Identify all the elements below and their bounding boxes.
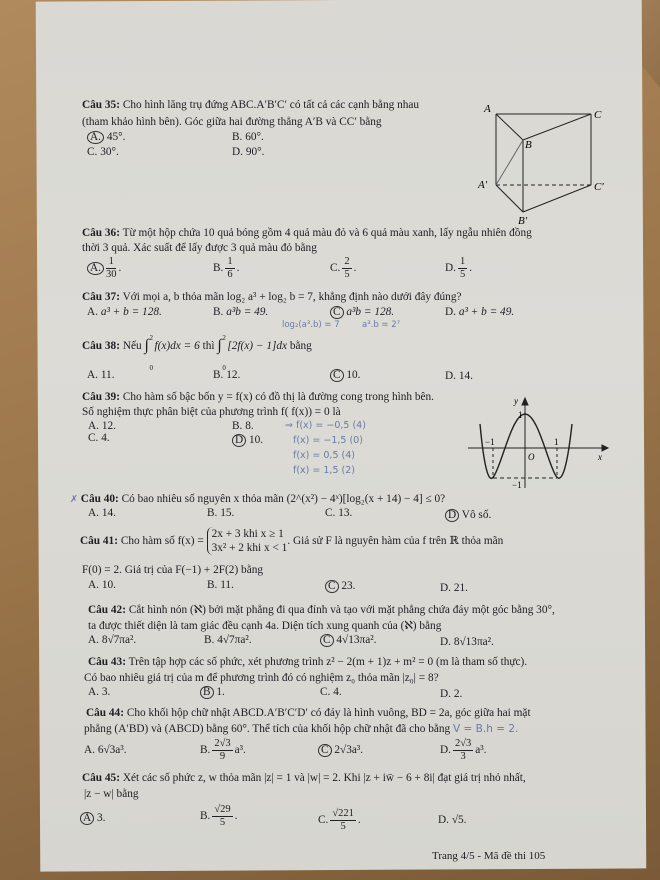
numerator: 1 <box>106 256 117 269</box>
option-value: 2. <box>453 688 463 700</box>
q37-option-c[interactable] <box>330 306 394 319</box>
upper-limit: 2 <box>222 334 226 343</box>
denominator: 3 <box>460 751 466 762</box>
option-value: 15. <box>220 507 235 519</box>
integral-1-expr: f(x)dx = 6 <box>154 340 200 352</box>
q42-option-d[interactable] <box>440 636 494 648</box>
option-label: D. <box>440 688 451 700</box>
case-1: 2x + 3 khi x ≥ 1 <box>211 528 284 541</box>
q41-pre: Cho hàm số f(x) = <box>120 535 204 547</box>
q44-label: Câu 44: <box>86 707 124 719</box>
q38-post: bằng <box>289 340 312 352</box>
option-value: 8. <box>245 420 254 432</box>
q42-text: Cắt hình nón (ℵ) bởi mặt phẳng đi qua đỉnh và tạo với mặt phẳng chứa đáy một góc bằng 30°, <box>128 604 555 616</box>
option-label: B. <box>213 369 224 381</box>
q45-line1 <box>82 771 526 785</box>
q35-option-d[interactable] <box>232 146 264 158</box>
q38-label: Câu 38: <box>82 340 120 352</box>
option-label: C <box>330 306 344 319</box>
option-value: 11. <box>100 369 115 381</box>
label-a1: A′ <box>478 179 488 191</box>
numerator: 2 <box>344 256 350 267</box>
option-label: B. <box>200 810 211 823</box>
q38-option-a[interactable] <box>87 369 115 381</box>
q35-text: Cho hình lăng trụ đứng ABC.A′B′C′ có tất cả các cạnh bằng nhau <box>122 99 420 111</box>
option-value: a³b = 128. <box>346 306 395 318</box>
denominator: 5 <box>340 821 346 832</box>
option-label: B. <box>204 634 215 646</box>
option-label: B. <box>232 131 243 143</box>
denominator: 9 <box>219 751 226 762</box>
option-label: D. <box>445 306 456 318</box>
fraction <box>212 738 232 763</box>
option-label: C <box>330 369 344 382</box>
q45-option-b[interactable]: B. $\frac{√29}{5}$ . <box>200 804 238 828</box>
denominator: 5 <box>459 269 466 280</box>
option-value: 12. <box>101 420 116 432</box>
q39-handwriting-3: f(x) = 0,5 (4) <box>293 450 355 461</box>
q38-option-d[interactable] <box>445 370 473 382</box>
q41-label: Câu 41: <box>80 535 118 547</box>
option-value: 3. <box>97 812 106 824</box>
fraction <box>106 256 117 281</box>
option-value: 4. <box>333 686 342 698</box>
option-label: B. <box>200 744 211 757</box>
tick-1-x: 1 <box>554 437 559 447</box>
option-label: C. <box>320 686 331 698</box>
q35-option-b[interactable] <box>232 131 264 143</box>
option-label: A. <box>87 131 104 144</box>
option-label: C <box>325 580 339 593</box>
denominator: 5 <box>344 269 350 280</box>
q37-line1 <box>82 290 462 304</box>
fraction <box>342 256 351 281</box>
option-label: D. <box>440 636 451 648</box>
q39-line2: Số nghiệm thực phân biệt của phương trình f( f(x)) = 0 là <box>82 406 341 418</box>
denominator: 30 <box>105 269 117 280</box>
option-value: 4√13πa². <box>336 634 377 646</box>
option-value: 11. <box>220 579 234 591</box>
q37-handwriting-2: a³.b = 2⁷ <box>362 320 401 330</box>
option-label: D <box>445 509 459 522</box>
q35-option-a[interactable] <box>87 131 125 144</box>
x-label: x <box>598 452 602 462</box>
option-label: A. <box>87 369 98 381</box>
q45-option-d[interactable] <box>438 814 467 826</box>
q41-option-d[interactable] <box>440 582 468 594</box>
option-value: 1. <box>216 686 225 698</box>
option-value: 8√7πa². <box>101 634 137 646</box>
numerator: 2√3 <box>214 738 231 749</box>
x-axis-arrow <box>602 445 608 451</box>
q38-mid: thì <box>202 340 215 352</box>
q36-line2: thời 3 quả. Xác suất để lấy được 3 quả màu đỏ bằng <box>82 242 317 254</box>
option-value: 10. <box>101 579 116 591</box>
option-value: 6√3a³. <box>97 744 127 756</box>
q40-option-b[interactable] <box>207 507 234 519</box>
q42-label: Câu 42: <box>88 604 126 616</box>
q42-line1 <box>88 603 555 617</box>
numerator: 1 <box>459 256 466 267</box>
option-label: B <box>200 686 214 699</box>
option-value: 13. <box>338 507 353 519</box>
q36-option-a[interactable]: A. $\frac{1}{30}$ . <box>87 256 121 281</box>
q44-text-2: phẳng (A′BD) và (ABCD) bằng 60°. Thể tích của khối hộp chữ nhật đã cho bằng <box>84 723 451 735</box>
option-value: Vô số. <box>461 509 492 521</box>
q44-line2 <box>84 722 518 736</box>
tick-neg1-x: −1 <box>485 437 495 447</box>
q40-text: Có bao nhiêu số nguyên x thỏa mãn (2^(x²) − 4ˣ)[log₂(x + 14) − 4] ≤ 0? <box>121 493 446 505</box>
q45-line2: |z − w| bằng <box>84 788 139 800</box>
prism-figure <box>466 100 606 225</box>
option-value: √5. <box>451 814 467 826</box>
option-label: A. <box>88 579 99 591</box>
q41-line1 <box>80 526 503 556</box>
option-label: A. <box>88 634 99 646</box>
q38-option-c[interactable] <box>330 369 361 382</box>
q36-line1 <box>82 226 532 240</box>
q43-label: Câu 43: <box>88 656 126 668</box>
page-footer: Trang 4/5 - Mã đề thi 105 <box>432 850 546 862</box>
q41-post: . Giả sử F là nguyên hàm của f trên ℝ thỏa mãn <box>287 535 504 547</box>
q45-option-c[interactable]: C. $\frac{√221}{5}$ . <box>318 808 361 832</box>
option-label: A <box>80 812 94 825</box>
q42-line2: ta được thiết diện là tam giác đều cạnh 4a. Diện tích xung quanh của (ℵ) bằng <box>88 620 442 632</box>
option-label: D. <box>445 262 456 275</box>
option-label: C. <box>318 814 329 827</box>
option-label: C <box>320 634 334 647</box>
q43-line2: Có bao nhiêu giá trị của m để phương trình đó có nghiệm z₀ thỏa mãn |z₀| = 8? <box>84 672 439 684</box>
q39-option-c[interactable] <box>88 432 110 444</box>
q42-option-b[interactable] <box>204 634 252 646</box>
q44-line1 <box>86 706 531 720</box>
option-value: a³ + b = 49. <box>458 306 515 318</box>
q41-option-c[interactable] <box>325 580 356 593</box>
q42-option-c[interactable] <box>320 634 376 647</box>
fraction <box>330 808 356 833</box>
option-value: 10. <box>249 434 264 446</box>
option-value: 30°. <box>100 146 119 158</box>
label-c: C <box>594 109 602 121</box>
lower-limit: 0 <box>149 364 153 373</box>
q40-option-c[interactable] <box>325 507 352 519</box>
q44-handwriting: V = B.h = 2. <box>453 723 519 735</box>
q41-option-b[interactable] <box>207 579 234 591</box>
q38-option-b[interactable] <box>213 369 240 381</box>
q45-text: Xét các số phức z, w thỏa mãn |z| = 1 và |w| = 2. Khi |z + iw̄ − 6 + 8i| đạt giá trị nhỏ nhất, <box>122 772 526 784</box>
q38-pre: Nếu <box>122 340 142 352</box>
upper-limit: 2 <box>149 334 153 343</box>
option-label: D. <box>232 146 243 158</box>
fraction <box>453 738 473 763</box>
option-label: D <box>232 434 246 447</box>
denominator: 5 <box>219 817 226 828</box>
option-label: B. <box>232 420 243 432</box>
label-a: A <box>484 103 491 115</box>
option-label: A. <box>87 306 98 318</box>
option-value: 45°. <box>106 131 126 143</box>
option-value: 4. <box>101 432 110 444</box>
label-b1: B′ <box>518 215 528 225</box>
option-label: C. <box>330 262 341 275</box>
q39-option-b[interactable] <box>232 420 254 432</box>
q40-label: Câu 40: <box>80 493 119 505</box>
suffix: a³. <box>475 744 487 757</box>
q39-label: Câu 39: <box>82 391 120 403</box>
q37-option-a[interactable] <box>87 306 162 318</box>
option-value: 14. <box>458 370 473 382</box>
q37-text: Với mọi a, b thỏa mãn log₂ a³ + log₂ b = 7, khẳng định nào dưới đây đúng? <box>122 291 462 303</box>
q40-option-a[interactable] <box>88 507 116 519</box>
q35-line1 <box>82 98 419 112</box>
option-value: 14. <box>101 507 116 519</box>
y-axis-arrow <box>522 398 528 405</box>
option-value: 23. <box>341 580 356 592</box>
q44-option-d[interactable] <box>440 738 486 763</box>
option-value: 12. <box>226 369 241 381</box>
origin-label: O <box>528 452 535 462</box>
option-label: A. <box>88 507 99 519</box>
option-label: B. <box>213 262 224 275</box>
q37-option-b[interactable] <box>213 306 268 318</box>
q37-handwriting-1: log₂(a³.b) = 7 <box>282 320 340 330</box>
option-value: a³b = 49. <box>226 306 269 318</box>
integral-1: ∫ 2 0 <box>144 332 154 360</box>
q43-option-d[interactable] <box>440 688 462 700</box>
option-value: a³ + b = 128. <box>100 306 162 318</box>
q42-option-a[interactable] <box>88 634 136 646</box>
fraction <box>225 256 234 281</box>
option-label: C. <box>87 146 98 158</box>
q37-label: Câu 37: <box>82 291 120 303</box>
q39-text: Cho hàm số bậc bốn y = f(x) có đồ thị là đường cong trong hình bên. <box>122 391 435 403</box>
numerator: √29 <box>214 804 231 815</box>
fraction <box>458 256 467 281</box>
q36-label: Câu 36: <box>82 227 120 239</box>
q43-line1 <box>88 655 527 669</box>
q38-line1 <box>82 332 312 373</box>
q39-option-a[interactable] <box>88 420 116 432</box>
q40-option-d[interactable] <box>445 509 491 522</box>
option-label: C. <box>325 507 336 519</box>
q44-option-a[interactable] <box>84 744 127 756</box>
q40-line1 <box>70 492 445 507</box>
integral-2-expr: [2f(x) − 1]dx <box>227 340 288 352</box>
quartic-graph <box>468 394 613 489</box>
option-label: B. <box>207 507 218 519</box>
option-label: A. <box>88 420 99 432</box>
q41-line2: F(0) = 2. Giá trị của F(−1) + 2F(2) bằng <box>82 564 264 576</box>
q45-label: Câu 45: <box>82 772 120 784</box>
q43-text: Trên tập hợp các số phức, xét phương trình z² − 2(m + 1)z + m² = 0 (m là tham số thực). <box>128 656 528 668</box>
lower-limit: 0 <box>222 364 226 373</box>
option-value: 21. <box>453 582 468 594</box>
q43-option-a[interactable] <box>88 686 110 698</box>
option-value: 3. <box>101 686 111 698</box>
label-c1: C′ <box>594 181 604 193</box>
q44-option-c[interactable] <box>318 744 363 757</box>
q43-option-b[interactable] <box>200 686 225 699</box>
q39-handwriting-4: f(x) = 1,5 (2) <box>293 465 355 476</box>
option-label: B. <box>207 579 218 591</box>
q39-handwriting-1: ⇒ f(x) = −0,5 (4) <box>285 420 366 431</box>
q39-handwriting-2: f(x) = −1,5 (0) <box>293 435 363 446</box>
option-label: D. <box>440 582 451 594</box>
q35-label: Câu 35: <box>82 99 120 111</box>
piecewise <box>207 527 288 555</box>
option-label: C <box>318 744 332 757</box>
label-b: B <box>525 139 532 151</box>
option-label: D. <box>440 744 451 757</box>
q36-option-d[interactable]: D. $\frac{1}{5}$ . <box>445 256 473 280</box>
option-value: 90°. <box>245 146 265 158</box>
q39-line1 <box>82 390 434 404</box>
q35-line2: (tham khảo hình bên). Góc giữa hai đường thẳng A′B và CC′ bằng <box>82 116 382 128</box>
option-value: 60°. <box>245 131 264 143</box>
option-label: D. <box>438 814 449 826</box>
option-value: 8√13πa². <box>453 636 494 648</box>
q41-option-a[interactable] <box>88 579 116 591</box>
tick-1-y: 1 <box>518 410 523 420</box>
tick-neg1-y: −1 <box>512 480 522 489</box>
q39-option-d[interactable] <box>232 434 263 447</box>
denominator: 6 <box>227 269 233 280</box>
numerator: 2√3 <box>454 738 472 749</box>
q36-option-c[interactable]: C. $\frac{2}{5}$ . <box>330 256 357 280</box>
y-label: y <box>514 396 518 406</box>
q44-text: Cho khối hộp chữ nhật ABCD.A′B′C′D′ có đáy là hình vuông, BD = 2a, góc giữa hai mặt <box>126 707 531 719</box>
case-2: 3x² + 2 khi x < 1 <box>211 542 288 555</box>
option-label: D. <box>445 370 456 382</box>
mark-x: ✗ <box>70 494 78 505</box>
q35-option-c[interactable] <box>87 146 119 158</box>
option-value: 2√3a³. <box>334 744 364 756</box>
option-label: A. <box>84 744 95 756</box>
option-value: 10. <box>346 369 361 381</box>
q45-option-a[interactable] <box>80 812 105 825</box>
suffix: a³. <box>234 744 246 757</box>
numerator: √221 <box>332 808 354 819</box>
q44-option-b[interactable] <box>200 738 246 763</box>
option-label: B. <box>213 306 224 318</box>
option-label: A. <box>88 686 99 698</box>
option-label: C. <box>88 432 99 444</box>
numerator: 1 <box>227 256 233 267</box>
option-value: 4√7πa². <box>217 634 252 646</box>
q36-option-b[interactable]: B. $\frac{1}{6}$ . <box>213 256 240 280</box>
q36-text: Từ một hộp chứa 10 quả bóng gồm 4 quả màu đỏ và 6 quả màu xanh, lấy ngẫu nhiên đồng <box>122 227 532 239</box>
fraction <box>212 804 232 829</box>
q37-option-d[interactable] <box>445 306 514 318</box>
integral-2: ∫ 2 0 <box>217 332 227 360</box>
option-label: A. <box>87 262 104 275</box>
q43-option-c[interactable] <box>320 686 342 698</box>
